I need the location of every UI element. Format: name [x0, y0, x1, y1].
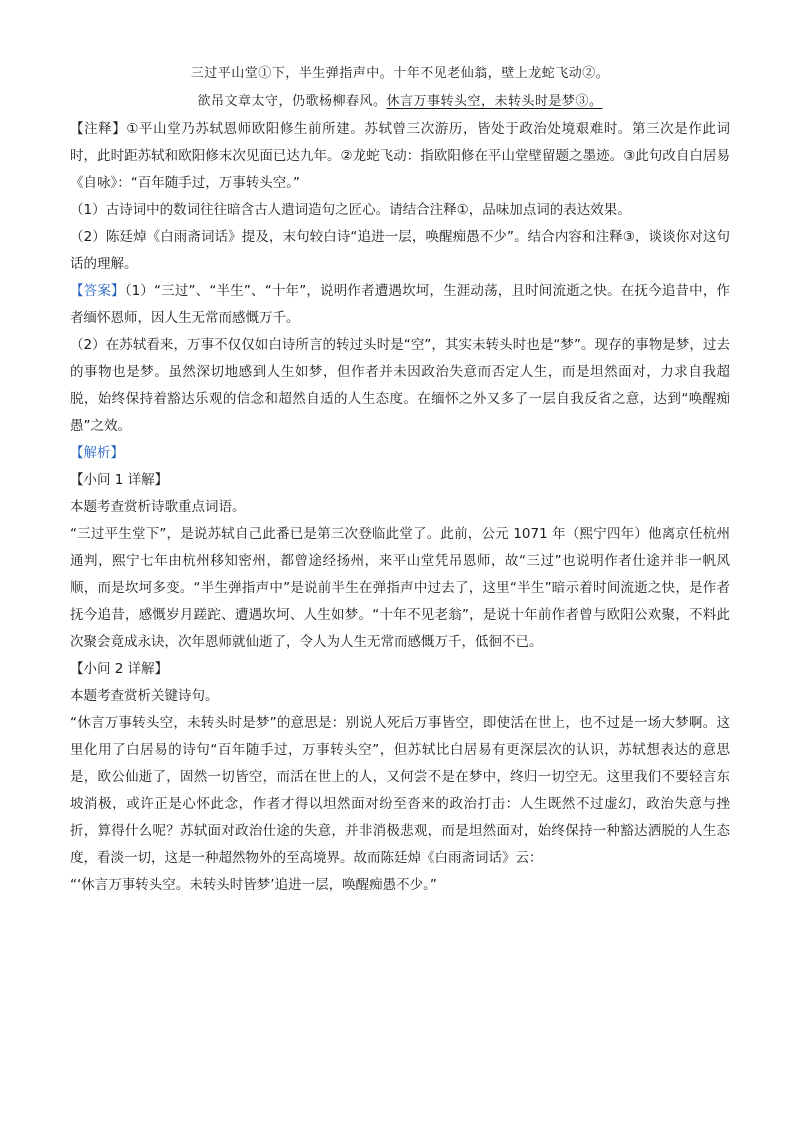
sub-question-2-intro: 本题考查赏析关键诗句。: [70, 688, 219, 704]
sub-question-1-body: “三过平生堂下”，是说苏轼自己此番已是第三次登临此堂了。此前，公元 1071 年（熙宁四年）他离京任杭州通判，熙宁七年由杭州移知密州，都曾途经扬州，来平山堂凭吊恩师，故“三过”也说明作者仕途并非一帆风顺，而是坎坷多变。“半生弹指声中”是说前半生在弹指声中过去了，这里“半生”暗示着时间流逝之快，是作者抚今追昔，感慨岁月蹉跎、遭遇坎坷、人生如梦。“十年不见老翁”，是说十年前作者曾与欧阳公欢聚，不料此次聚会竟成永诀，次年恩师就仙逝了，令人为人生无常而感慨万千，低徊不已。: [70, 526, 730, 650]
analysis-label: 【解析】: [70, 445, 124, 461]
answer-1-text: （1）“三过”、“半生”、“十年”，说明作者遭遇坎坷，生涯动荡，且时间流逝之快。在抚今追昔中，作者缅怀恩师，因人生无常而感慨万千。: [70, 283, 730, 326]
poem-line-2-plain: 欲吊文章太守，仍歌杨柳春风。: [197, 94, 387, 109]
document-page: [70, 60, 730, 899]
note-text: ①平山堂乃苏轼恩师欧阳修生前所建。苏轼曾三次游历，皆处于政治处境艰难时。第三次是作此词时，此时距苏轼和欧阳修末次见面已达九年。②龙蛇飞动：指欧阳修在平山堂壁留题之墨迹。③此句改自白居易《自咏》：“百年随手过，万事转头空。”: [70, 121, 730, 191]
note-paragraph: [70, 116, 730, 197]
sub-question-1-label: 【小问 1 详解】: [70, 472, 169, 488]
answer-label: 【答案】: [70, 283, 125, 299]
poem-line-2-underlined: 休言万事转头空，未转头时是梦③。: [386, 94, 603, 109]
answer-paragraph-2: （2）在苏轼看来，万事不仅仅如白诗所言的转过头时是“空”，其实未转头时也是“梦”。现存的事物是梦，过去的事物也是梦。虽然深切地感到人生如梦，但作者并未因政治失意而否定人生，而是坦然面对，力求自我超脱，始终保持着豁达乐观的信念和超然自适的人生态度。在缅怀之外又多了一层自我反省之意，达到“唤醒痴愚”之效。: [70, 337, 730, 434]
question-1: （1）古诗词中的数词往往暗含古人遣词造句之匠心。请结合注释①，品味加点词的表达效果。: [70, 202, 631, 218]
sub-question-1-intro: 本题考查赏析诗歌重点词语。: [70, 499, 246, 515]
note-label: 【注释】: [70, 121, 127, 137]
question-2: （2）陈廷焯《白雨斋词话》提及，末句较白诗“追进一层，唤醒痴愚不少”。结合内容和注释③，谈谈你对这句话的理解。: [70, 229, 730, 272]
answer-paragraph-1: [70, 278, 730, 332]
poem-line-1-text: 三过平山堂①下，半生弹指声中。十年不见老仙翁，壁上龙蛇飞动②。: [190, 66, 610, 81]
poem-line-2: [70, 88, 730, 116]
poem-line-1: [70, 60, 730, 88]
sub-question-2-quote: “‘休言万事转头空。未转头时皆梦’追进一层，唤醒痴愚不少。”: [70, 877, 437, 893]
sub-question-2-label: 【小问 2 详解】: [70, 661, 169, 677]
sub-question-2-body: “休言万事转头空，未转头时是梦”的意思是：别说人死后万事皆空，即使活在世上，也不过是一场大梦啊。这里化用了白居易的诗句“百年随手过，万事转头空”，但苏轼比白居易有更深层次的认识，苏轼想表达的意思是，欧公仙逝了，固然一切皆空，而活在世上的人，又何尝不是在梦中，终归一切空无。这里我们不要轻言东坡消极，或许正是心怀此念，作者才得以坦然面对纷至沓来的政治打击：人生既然不过虚幻，政治失意与挫折，算得什么呢？苏轼面对政治仕途的失意，并非消极悲观，而是坦然面对，始终保持一种豁达洒脱的人生态度，看淡一切，这是一种超然物外的至高境界。故而陈廷焯《白雨斋词话》云：: [70, 715, 730, 866]
